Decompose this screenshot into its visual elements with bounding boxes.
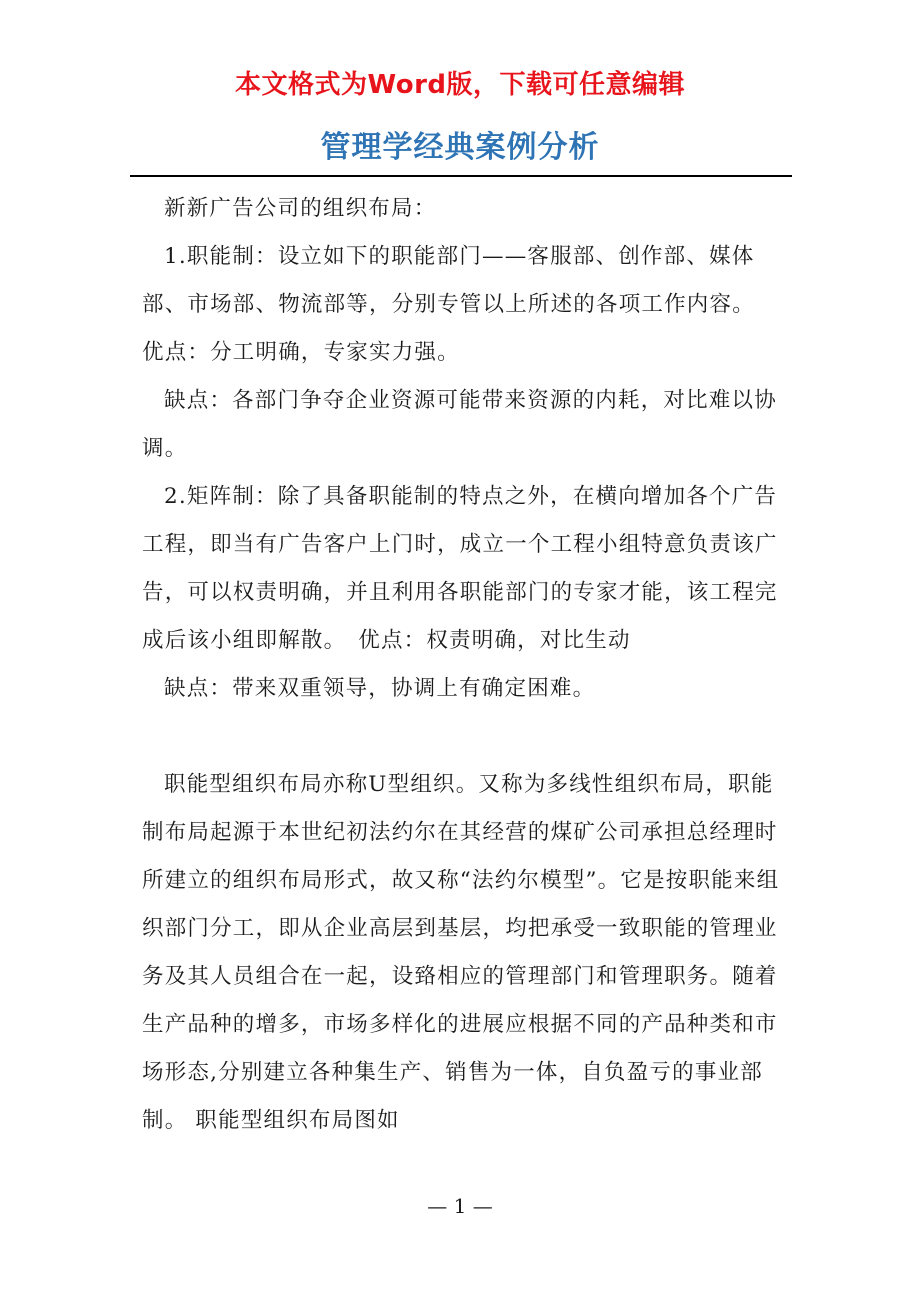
title-divider (130, 175, 792, 177)
paragraph-u-form: 职能型组织布局亦称U型组织。又称为多线性组织布局，职能制布局起源于本世纪初法约尔在其经营的煤矿公司承担总经理时所建立的组织布局形式，故又称“法约尔模型”。它是按职能来组织部门分工，即从企业高层到基层，均把承受一致职能的管理业务及其人员组合在一起，设臵相应的管理部门和管理职务。随着生产品种的增多，市场多样化的进展应根据不同的产品种类和市场形态,分别建立各种集生产、销售为一体，自负盈亏的事业部制。 职能型组织布局图如 (142, 772, 780, 1133)
document-title: 管理学经典案例分析 (320, 130, 600, 165)
paragraph-matrix: 2.矩阵制：除了具备职能制的特点之外，在横向增加各个广告工程，即当有广告客户上门时，成立一个工程小组特意负责该广告，可以权责明确，并且利用各职能部门的专家才能，该工程完成后该小组即解散。 优点：权责明确，对比生动 (142, 484, 778, 653)
download-banner: 本文格式为Word版，下载可任意编辑 (234, 70, 686, 100)
paragraph-intro: 新新广告公司的组织布局： (164, 196, 437, 221)
paragraph-matrix-cons: 缺点：带来双重领导，协调上有确定困难。 (164, 676, 596, 701)
document-body (142, 185, 784, 1145)
paragraph-functional: 1.职能制：设立如下的职能部门——客服部、创作部、媒体部、市场部、物流部等，分别专管以上所述的各项工作内容。 优点：分工明确，专家实力强。 (142, 244, 767, 365)
paragraph-functional-cons: 缺点：各部门争夺企业资源可能带来资源的内耗，对比难以协调。 (142, 388, 777, 461)
page-number: — 1 — (427, 1194, 493, 1218)
